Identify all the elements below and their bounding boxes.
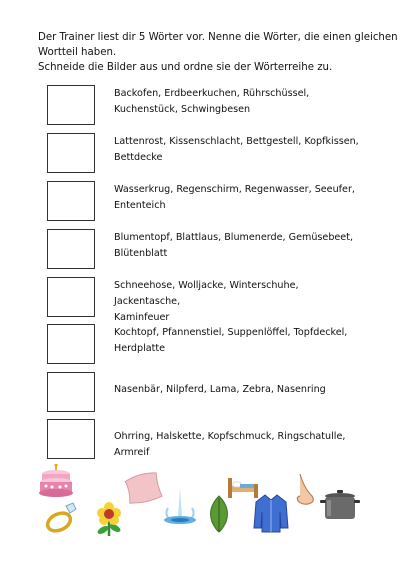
leaf-icon[interactable] [206, 494, 232, 534]
jacket-icon[interactable] [252, 492, 290, 534]
answer-box[interactable] [47, 372, 95, 412]
word-list: Ohrring, Halskette, Kopfschmuck, Ringschatulle, Armreif [114, 431, 346, 458]
answer-box[interactable] [47, 181, 95, 221]
instruction-line: Wortteil haben. [38, 47, 117, 58]
answer-box[interactable] [47, 133, 95, 173]
answer-box[interactable] [47, 419, 95, 459]
word-row [47, 85, 367, 125]
word-list: Schneehose, Wolljacke, Winterschuhe, Jackentasche, Kaminfeuer [114, 280, 299, 323]
word-row [47, 133, 367, 173]
word-row [47, 324, 367, 364]
nose-icon[interactable] [290, 472, 320, 508]
answer-box[interactable] [47, 229, 95, 269]
answer-box[interactable] [47, 324, 95, 364]
pillow-icon[interactable] [123, 472, 163, 504]
instruction-line: Der Trainer liest dir 5 Wörter vor. Nenne die Wörter, die einen gleichen [38, 32, 398, 43]
word-list: Nasenbär, Nilpferd, Lama, Zebra, Nasenring [114, 384, 326, 395]
cake-icon[interactable] [38, 464, 74, 498]
instruction-line: Schneide die Bilder aus und ordne sie der Wörterreihe zu. [38, 62, 333, 73]
instructions [38, 30, 398, 75]
word-row [47, 181, 367, 221]
word-list: Backofen, Erdbeerkuchen, Rührschüssel, Kuchenstück, Schwingbesen [114, 88, 310, 115]
answer-box[interactable] [47, 85, 95, 125]
word-list: Kochtopf, Pfannenstiel, Suppenlöffel, Topfdeckel, Herdplatte [114, 327, 348, 354]
ring-icon[interactable] [44, 500, 78, 534]
word-row [47, 419, 367, 459]
water-splash-icon[interactable] [160, 486, 200, 526]
answer-box[interactable] [47, 277, 95, 317]
word-list: Blumentopf, Blattlaus, Blumenerde, Gemüsebeet, Blütenblatt [114, 232, 354, 259]
word-row [47, 229, 367, 269]
word-list: Wasserkrug, Regenschirm, Regenwasser, Seeufer, Ententeich [114, 184, 355, 211]
word-row [47, 372, 367, 412]
flower-icon[interactable] [93, 502, 125, 538]
cooking-pot-icon[interactable] [320, 488, 360, 524]
cutout-pictures [0, 460, 400, 566]
word-row [47, 277, 367, 323]
word-list: Lattenrost, Kissenschlacht, Bettgestell, Kopfkissen, Bettdecke [114, 136, 359, 163]
